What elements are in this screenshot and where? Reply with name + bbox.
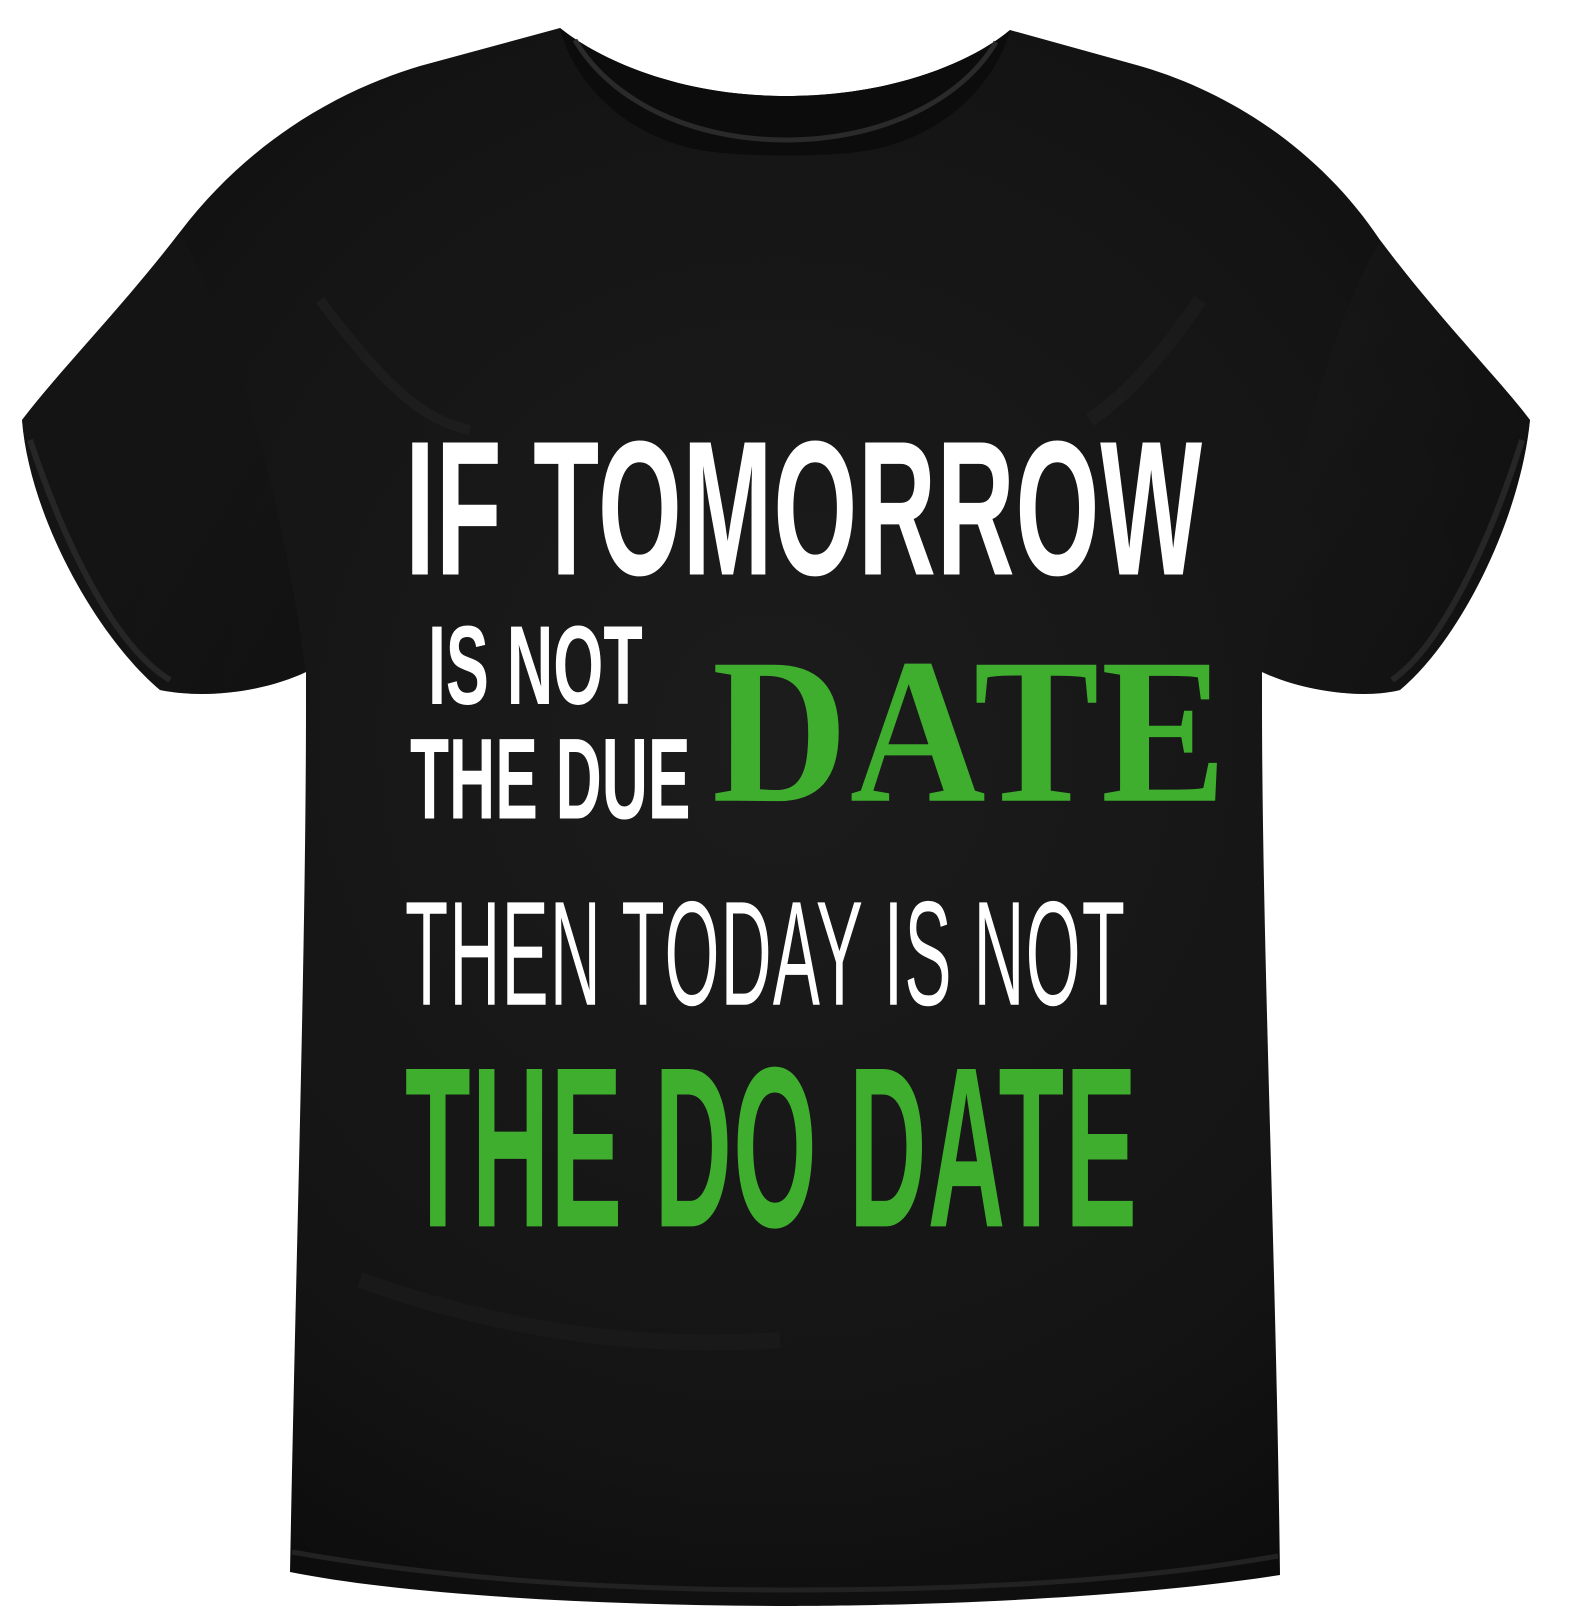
slogan-line-if-tomorrow: IF TOMORROW [405,400,1203,616]
slogan-line-is-not: IS NOT [428,603,643,729]
slogan-line-the-due: THE DUE [410,714,691,843]
slogan-line-the-do-date: THE DO DATE [405,1021,1139,1276]
slogan-line-then-today: THEN TODAY IS NOT [405,871,1127,1038]
slogan-word-date: DATE [712,616,1229,847]
